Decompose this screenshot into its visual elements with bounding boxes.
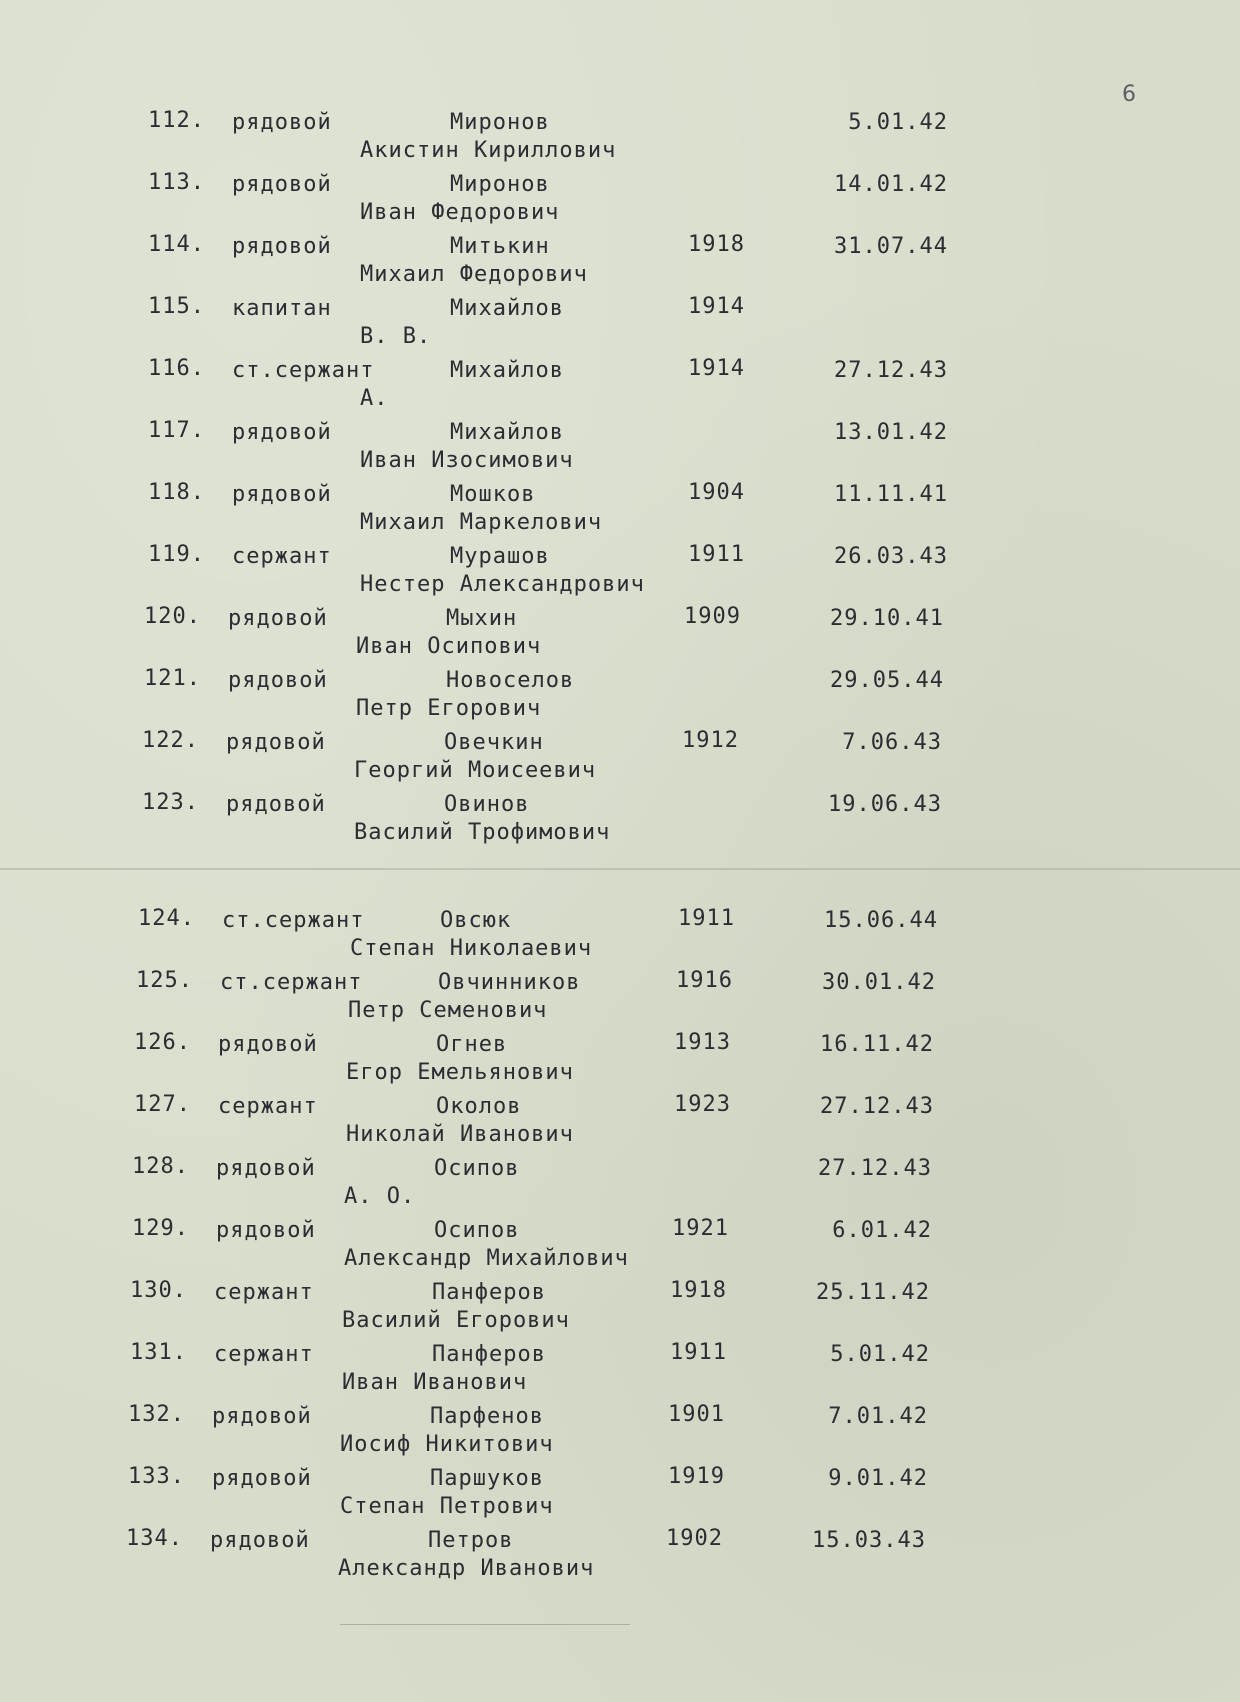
entry-row — [0, 728, 1234, 792]
entry-number: 123. — [142, 790, 199, 815]
entry-date: 31.07.44 — [834, 234, 948, 259]
entry-row — [0, 232, 1240, 296]
entry-surname: Овсюк — [440, 908, 512, 933]
entry-given-names: Георгий Моисеевич — [354, 758, 597, 783]
entry-rank: рядовой — [218, 1032, 318, 1057]
entry-date: 13.01.42 — [834, 420, 948, 445]
entry-birth-year: 1914 — [688, 294, 745, 319]
entry-given-names: Александр Иванович — [338, 1556, 595, 1581]
entry-row — [0, 1340, 1222, 1404]
entry-given-names: Иосиф Никитович — [340, 1432, 554, 1457]
entry-birth-year: 1919 — [668, 1464, 725, 1489]
entry-date: 29.10.41 — [830, 606, 944, 631]
entry-rank: рядовой — [232, 110, 332, 135]
entry-rank: рядовой — [216, 1218, 316, 1243]
entry-number: 112. — [148, 108, 205, 133]
entry-rank: капитан — [232, 296, 332, 321]
entry-row — [0, 1154, 1224, 1218]
entry-row — [0, 356, 1240, 420]
entry-date: 5.01.42 — [830, 1342, 930, 1367]
entry-surname: Миронов — [450, 110, 550, 135]
entry-rank: сержант — [214, 1342, 314, 1367]
entry-number: 131. — [130, 1340, 187, 1365]
entry-date: 25.11.42 — [816, 1280, 930, 1305]
entry-number: 113. — [148, 170, 205, 195]
entry-rank: рядовой — [210, 1528, 310, 1553]
entry-number: 114. — [148, 232, 205, 257]
entry-birth-year: 1916 — [676, 968, 733, 993]
entry-given-names: А. О. — [344, 1184, 416, 1209]
entry-date: 27.12.43 — [820, 1094, 934, 1119]
entry-rank: рядовой — [232, 420, 332, 445]
entry-surname: Околов — [436, 1094, 522, 1119]
entry-date: 5.01.42 — [848, 110, 948, 135]
entry-given-names: Михаил Федорович — [360, 262, 588, 287]
entry-surname: Панферов — [432, 1280, 546, 1305]
entry-given-names: В. В. — [360, 324, 432, 349]
entry-birth-year: 1909 — [684, 604, 741, 629]
entry-rank: рядовой — [226, 792, 326, 817]
entry-number: 124. — [138, 906, 195, 931]
entry-number: 117. — [148, 418, 205, 443]
entry-given-names: Василий Егорович — [342, 1308, 570, 1333]
entry-birth-year: 1911 — [688, 542, 745, 567]
entry-surname: Овечкин — [444, 730, 544, 755]
entry-date: 30.01.42 — [822, 970, 936, 995]
entry-date: 11.11.41 — [834, 482, 948, 507]
page-number: 6 — [1122, 82, 1136, 107]
entry-row — [0, 604, 1236, 668]
entry-surname: Петров — [428, 1528, 514, 1553]
entry-rank: ст.сержант — [232, 358, 375, 383]
entry-date: 9.01.42 — [828, 1466, 928, 1491]
entry-number: 119. — [148, 542, 205, 567]
entry-number: 121. — [144, 666, 201, 691]
entry-surname: Огнев — [436, 1032, 508, 1057]
entry-date: 15.06.44 — [824, 908, 938, 933]
entry-surname: Овинов — [444, 792, 530, 817]
entry-given-names: Петр Егорович — [356, 696, 542, 721]
entry-number: 116. — [148, 356, 205, 381]
entry-rank: рядовой — [212, 1404, 312, 1429]
entry-surname: Михайлов — [450, 420, 564, 445]
entry-given-names: Иван Изосимович — [360, 448, 574, 473]
entry-birth-year: 1912 — [682, 728, 739, 753]
entry-row — [0, 1464, 1220, 1528]
entry-row — [0, 1402, 1220, 1466]
entry-rank: рядовой — [232, 234, 332, 259]
entry-given-names: Иван Федорович — [360, 200, 560, 225]
entry-given-names: Степан Николаевич — [350, 936, 593, 961]
entry-rank: сержант — [218, 1094, 318, 1119]
entry-surname: Новоселов — [446, 668, 575, 693]
entry-number: 127. — [134, 1092, 191, 1117]
entry-row — [0, 1526, 1218, 1590]
entry-row — [0, 1030, 1226, 1094]
entry-surname: Осипов — [434, 1218, 520, 1243]
entry-number: 134. — [126, 1526, 183, 1551]
entry-date: 29.05.44 — [830, 668, 944, 693]
entry-surname: Мыхин — [446, 606, 518, 631]
entry-number: 126. — [134, 1030, 191, 1055]
entry-given-names: Николай Иванович — [346, 1122, 574, 1147]
entry-given-names: Михаил Маркелович — [360, 510, 603, 535]
entry-rank: сержант — [232, 544, 332, 569]
entry-number: 130. — [130, 1278, 187, 1303]
entry-date: 16.11.42 — [820, 1032, 934, 1057]
entry-number: 132. — [128, 1402, 185, 1427]
entry-row — [0, 542, 1240, 606]
entry-birth-year: 1914 — [688, 356, 745, 381]
entry-row — [0, 1278, 1222, 1342]
entry-row — [0, 790, 1234, 854]
fold-line — [0, 868, 1240, 870]
entry-date: 7.06.43 — [842, 730, 942, 755]
entry-number: 128. — [132, 1154, 189, 1179]
entry-date: 14.01.42 — [834, 172, 948, 197]
entry-surname: Осипов — [434, 1156, 520, 1181]
entry-row — [0, 170, 1240, 234]
entry-rank: рядовой — [226, 730, 326, 755]
entry-row — [0, 906, 1230, 970]
entry-birth-year: 1921 — [672, 1216, 729, 1241]
entry-rank: рядовой — [216, 1156, 316, 1181]
entry-number: 118. — [148, 480, 205, 505]
entry-birth-year: 1902 — [666, 1526, 723, 1551]
entry-birth-year: 1911 — [678, 906, 735, 931]
entry-birth-year: 1913 — [674, 1030, 731, 1055]
entry-surname: Митькин — [450, 234, 550, 259]
entry-date: 27.12.43 — [834, 358, 948, 383]
entry-birth-year: 1911 — [670, 1340, 727, 1365]
entry-given-names: Василий Трофимович — [354, 820, 611, 845]
entry-given-names: Акистин Кириллович — [360, 138, 617, 163]
entry-rank: рядовой — [212, 1466, 312, 1491]
entry-rank: рядовой — [232, 172, 332, 197]
entry-surname: Миронов — [450, 172, 550, 197]
entry-surname: Паршуков — [430, 1466, 544, 1491]
entry-rank: рядовой — [232, 482, 332, 507]
entry-date: 26.03.43 — [834, 544, 948, 569]
entry-number: 125. — [136, 968, 193, 993]
entry-row — [0, 108, 1240, 172]
entry-given-names: А. — [360, 386, 389, 411]
entry-rank: ст.сержант — [220, 970, 363, 995]
entry-birth-year: 1904 — [688, 480, 745, 505]
entry-number: 122. — [142, 728, 199, 753]
entry-row — [0, 294, 1240, 358]
entry-given-names: Иван Иванович — [342, 1370, 528, 1395]
entry-date: 15.03.43 — [812, 1528, 926, 1553]
entry-date: 19.06.43 — [828, 792, 942, 817]
entry-number: 129. — [132, 1216, 189, 1241]
entry-number: 120. — [144, 604, 201, 629]
entry-date: 27.12.43 — [818, 1156, 932, 1181]
closing-rule — [340, 1624, 630, 1625]
entry-row — [0, 480, 1240, 544]
entry-surname: Михайлов — [450, 358, 564, 383]
entry-birth-year: 1918 — [670, 1278, 727, 1303]
entry-surname: Панферов — [432, 1342, 546, 1367]
entry-number: 133. — [128, 1464, 185, 1489]
entry-date: 7.01.42 — [828, 1404, 928, 1429]
entry-rank: сержант — [214, 1280, 314, 1305]
entry-given-names: Нестер Александрович — [360, 572, 645, 597]
entry-row — [0, 1216, 1224, 1280]
entry-given-names: Егор Емельянович — [346, 1060, 574, 1085]
entry-given-names: Степан Петрович — [340, 1494, 554, 1519]
entry-surname: Парфенов — [430, 1404, 544, 1429]
entry-number: 115. — [148, 294, 205, 319]
entry-row — [0, 968, 1228, 1032]
entry-row — [0, 1092, 1226, 1156]
entry-row — [0, 418, 1240, 482]
entry-surname: Мошков — [450, 482, 536, 507]
entry-rank: рядовой — [228, 668, 328, 693]
entry-birth-year: 1901 — [668, 1402, 725, 1427]
entry-surname: Мурашов — [450, 544, 550, 569]
entry-surname: Овчинников — [438, 970, 581, 995]
entry-rank: рядовой — [228, 606, 328, 631]
entry-rank: ст.сержант — [222, 908, 365, 933]
entry-given-names: Иван Осипович — [356, 634, 542, 659]
entry-given-names: Александр Михайлович — [344, 1246, 629, 1271]
entry-birth-year: 1923 — [674, 1092, 731, 1117]
entry-date: 6.01.42 — [832, 1218, 932, 1243]
entry-birth-year: 1918 — [688, 232, 745, 257]
entry-row — [0, 666, 1236, 730]
entry-given-names: Петр Семенович — [348, 998, 548, 1023]
entry-surname: Михайлов — [450, 296, 564, 321]
